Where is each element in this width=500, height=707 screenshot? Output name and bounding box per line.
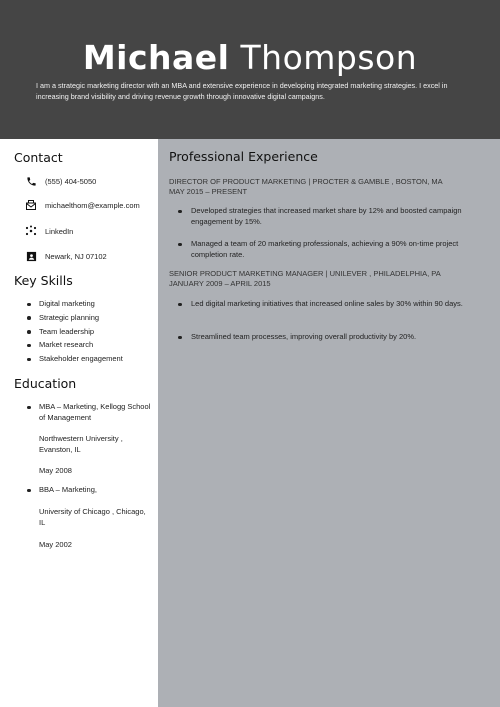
linkedin-icon — [25, 225, 37, 237]
job-dates: MAY 2015 – PRESENT — [169, 187, 248, 196]
bullet-text: Streamlined team processes, improving overall productivity by 20%. — [191, 332, 417, 341]
degree-text: BBA – Marketing, — [39, 485, 97, 494]
date-text: May 2002 — [39, 540, 72, 549]
date-text: May 2008 — [39, 466, 72, 475]
first-name: Michael — [82, 38, 230, 77]
skill-item: Stakeholder engagement — [27, 354, 123, 368]
contact-location — [25, 249, 107, 263]
bullet-dot — [178, 243, 182, 247]
linkedin-text[interactable]: LinkedIn — [45, 226, 74, 236]
resume-header — [0, 0, 500, 139]
email-text[interactable]: michaelthom@example.com — [45, 200, 140, 210]
school-text: Northwestern University , Evanston, IL — [39, 434, 123, 454]
bullet-text: Developed strategies that increased market share by 12% and boosted campaign engagement by 15%. — [191, 206, 462, 226]
bullet-dot — [178, 336, 182, 340]
skill-item: Digital marketing — [27, 299, 123, 313]
skill-item: Strategic planning — [27, 313, 123, 327]
contact-email — [25, 198, 140, 212]
contact-phone — [25, 174, 97, 188]
skills-list — [27, 299, 123, 368]
location-icon — [25, 250, 37, 262]
skill-item: Market research — [27, 340, 123, 354]
job-heading: SENIOR PRODUCT MARKETING MANAGER | UNILEVER , PHILADELPHIA, PA — [169, 269, 441, 278]
skills-heading: Key Skills — [14, 273, 73, 288]
school-text: University of Chicago , Chicago, IL — [39, 507, 146, 527]
bullet-dot — [27, 489, 31, 493]
contact-linkedin — [25, 224, 74, 238]
contact-heading: Contact — [14, 150, 63, 165]
envelope-icon — [25, 199, 37, 211]
degree-text: MBA – Marketing, Kellogg School of Management — [39, 402, 151, 422]
phone-icon — [25, 175, 37, 187]
bullet-dot — [27, 406, 31, 410]
job-heading: DIRECTOR OF PRODUCT MARKETING | PROCTER & GAMBLE , BOSTON, MA — [169, 177, 443, 186]
bullet-dot — [178, 303, 182, 307]
bullet-text: Managed a team of 20 marketing professionals, achieving a 90% on-time project completion rate. — [191, 239, 459, 259]
location-text: Newark, NJ 07102 — [45, 251, 107, 261]
last-name: Thompson — [240, 38, 418, 77]
experience-heading: Professional Experience — [169, 149, 318, 164]
education-heading: Education — [14, 376, 77, 391]
skill-item: Team leadership — [27, 327, 123, 341]
left-column — [0, 139, 158, 707]
summary-text: I am a strategic marketing director with an MBA and extensive experience in developing integrated marketing strategies. I excel in increasing brand visibility and driving revenue growth through innovative digital campaigns. — [36, 81, 448, 101]
candidate-name — [0, 38, 500, 78]
bullet-dot — [178, 210, 182, 214]
job-dates: JANUARY 2009 – APRIL 2015 — [169, 279, 271, 288]
phone-text: (555) 404-5050 — [45, 176, 97, 186]
bullet-text: Led digital marketing initiatives that increased online sales by 30% within 90 days. — [191, 299, 463, 308]
